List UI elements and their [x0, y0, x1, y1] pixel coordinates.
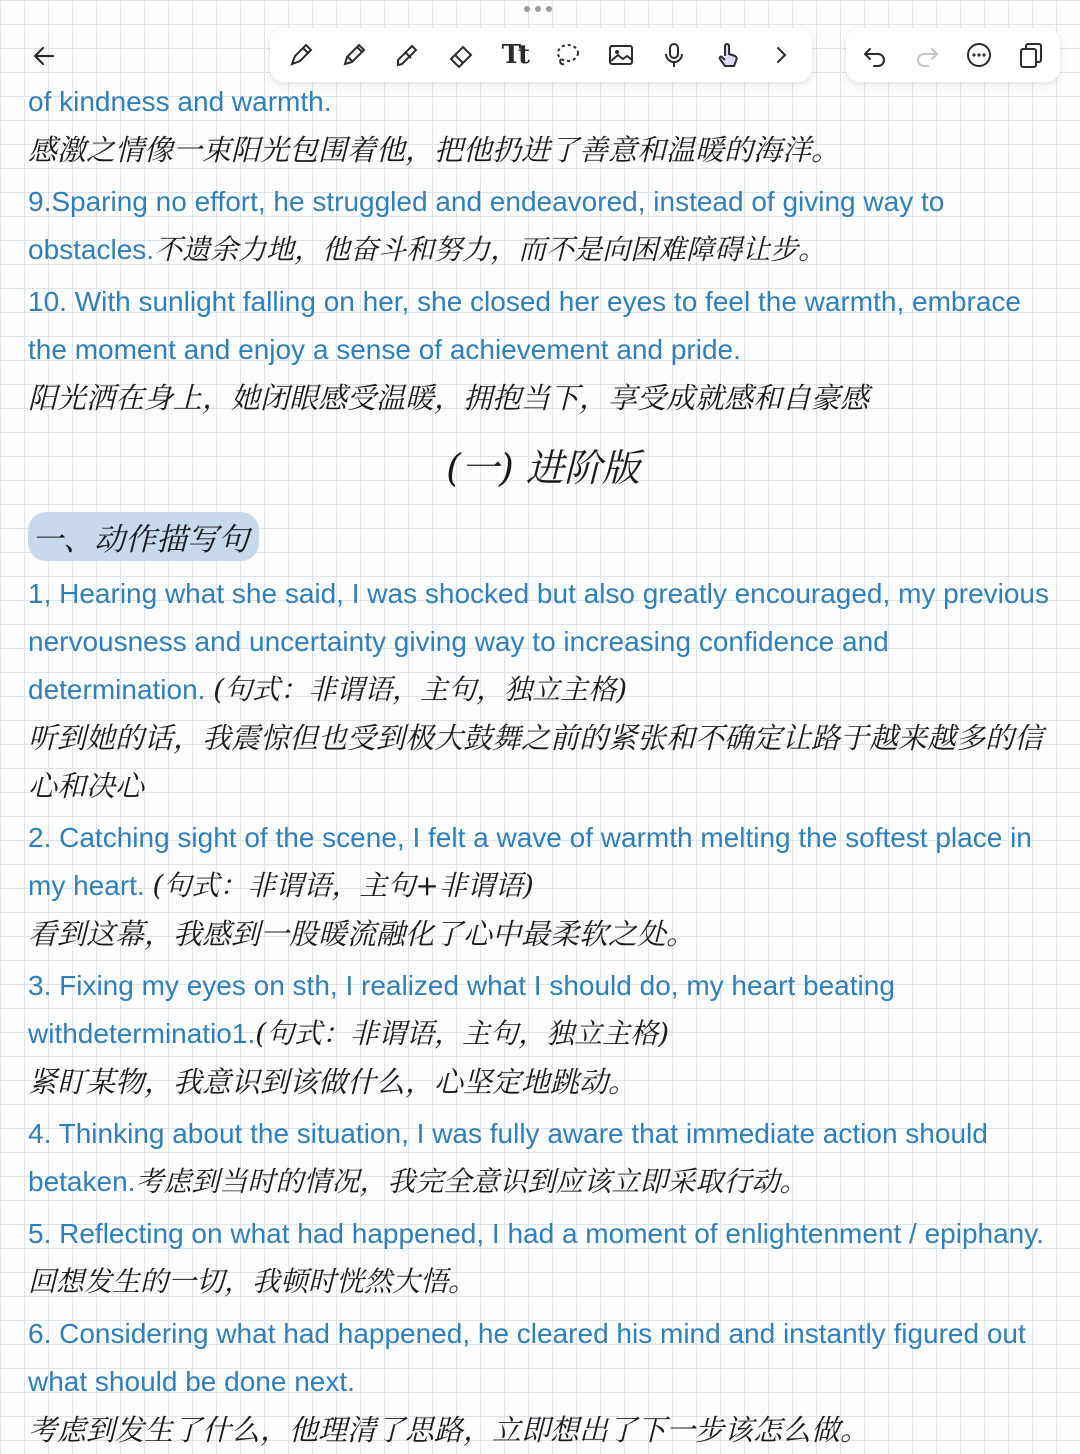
- action-sentence-4: [28, 1110, 1058, 1206]
- note-canvas[interactable]: [28, 78, 1058, 1454]
- chinese-translation: 感激之情像一束阳光包围着他，把他扔进了善意和温暖的海洋。: [28, 133, 841, 167]
- action-6-chinese: 考虑到发生了什么，他理清了思路，立即想出了下一步该怎么做。: [28, 1413, 870, 1447]
- action-sentence-5: [28, 1210, 1058, 1306]
- pencil-tool-button[interactable]: [333, 34, 375, 76]
- sentence-9-english: 9.Sparing no effort, he struggled and endeavored, instead of giving way to obstacles.: [28, 186, 945, 265]
- image-tool-button[interactable]: [600, 34, 642, 76]
- undo-icon: [860, 40, 890, 70]
- copy-pages-icon: [1016, 40, 1046, 70]
- english-line: of kindness and warmth.: [28, 86, 332, 117]
- lasso-tool-button[interactable]: [547, 34, 589, 76]
- actions-toolbar: [846, 28, 1060, 82]
- action-6-english: 6. Considering what had happened, he cleared his mind and instantly figured out what should be done next.: [28, 1318, 1026, 1397]
- pen-icon: [286, 40, 316, 70]
- text-tool-icon: Tt: [501, 40, 527, 70]
- action-sentence-2: [28, 814, 1058, 910]
- action-5-english: 5. Reflecting on what had happened, I had a moment of enlightenment / epiphany.: [28, 1218, 1044, 1249]
- redo-icon: [912, 40, 942, 70]
- redo-button[interactable]: [906, 34, 948, 76]
- action-3-structure-note: (句式：非谓语，主句，独立主格): [255, 1017, 670, 1050]
- image-icon: [606, 40, 636, 70]
- drawing-toolbar: [270, 28, 812, 82]
- sentence-10-english: 10. With sunlight falling on her, she closed her eyes to feel the warmth, embrace the moment and enjoy a sense of achievement and pride.: [28, 286, 1021, 365]
- action-4-chinese: 考虑到当时的情况，我完全意识到应该立即采取行动。: [135, 1165, 808, 1198]
- pencil-icon: [339, 40, 369, 70]
- action-5-chinese: 回想发生的一切，我顿时恍然大悟。: [28, 1265, 477, 1298]
- chevron-right-icon: [766, 40, 796, 70]
- highlighter-tool-button[interactable]: [387, 34, 429, 76]
- action-1-structure-note: (句式：非谓语，主句，独立主格): [213, 673, 628, 706]
- microphone-icon: [659, 40, 689, 70]
- action-3-english: 3. Fixing my eyes on sth, I realized what I should do, my heart beating withdeterminatio1.: [28, 970, 895, 1049]
- action-4-english: 4. Thinking about the situation, I was fully aware that immediate action should betaken.: [28, 1118, 988, 1197]
- pages-button[interactable]: [1010, 34, 1052, 76]
- ellipsis-circle-icon: [964, 40, 994, 70]
- microphone-tool-button[interactable]: [653, 34, 695, 76]
- more-options-button[interactable]: [958, 34, 1000, 76]
- pen-tool-button[interactable]: [280, 34, 322, 76]
- action-sentence-1: [28, 570, 1058, 714]
- eraser-tool-button[interactable]: [440, 34, 482, 76]
- sentence-10-chinese: 阳光洒在身上，她闭眼感受温暖，拥抱当下，享受成就感和自豪感: [28, 381, 870, 415]
- action-2-chinese: 看到这幕，我感到一股暖流融化了心中最柔软之处。: [28, 917, 696, 951]
- sentence-9: [28, 178, 1058, 274]
- action-sentence-3: [28, 962, 1058, 1058]
- undo-button[interactable]: [854, 34, 896, 76]
- sentence-9-chinese: 不遗余力地，他奋斗和努力，而不是向困难障碍让步。: [154, 233, 827, 266]
- arrow-left-icon: [31, 43, 57, 69]
- window-grabber[interactable]: [524, 6, 552, 12]
- hand-touch-icon: [713, 40, 743, 70]
- action-2-structure-note: (句式：非谓语，主句+非谓语): [152, 869, 534, 902]
- action-1-chinese: 听到她的话，我震惊但也受到极大鼓舞之前的紧张和不确定让路于越来越多的信心和决心: [28, 721, 1044, 803]
- action-3-chinese: 紧盯某物，我意识到该做什么，心坚定地跳动。: [28, 1065, 638, 1099]
- lasso-icon: [553, 40, 583, 70]
- action-2-english: 2. Catching sight of the scene, I felt a wave of warmth melting the softest place in my heart.: [28, 822, 1032, 901]
- eraser-icon: [446, 40, 476, 70]
- touch-draw-button[interactable]: [707, 34, 749, 76]
- back-button[interactable]: [22, 36, 66, 76]
- text-tool-button[interactable]: [493, 34, 535, 76]
- highlighter-icon: [393, 40, 423, 70]
- highlighted-heading: 一、动作描写句: [28, 512, 259, 561]
- action-1-english: 1, Hearing what she said, I was shocked but also greatly encouraged, my previous nervousness and uncertainty giving way to increasing confidence and determination.: [28, 578, 1050, 705]
- section-title: (一) 进阶版: [446, 446, 640, 490]
- more-tools-button[interactable]: [760, 34, 802, 76]
